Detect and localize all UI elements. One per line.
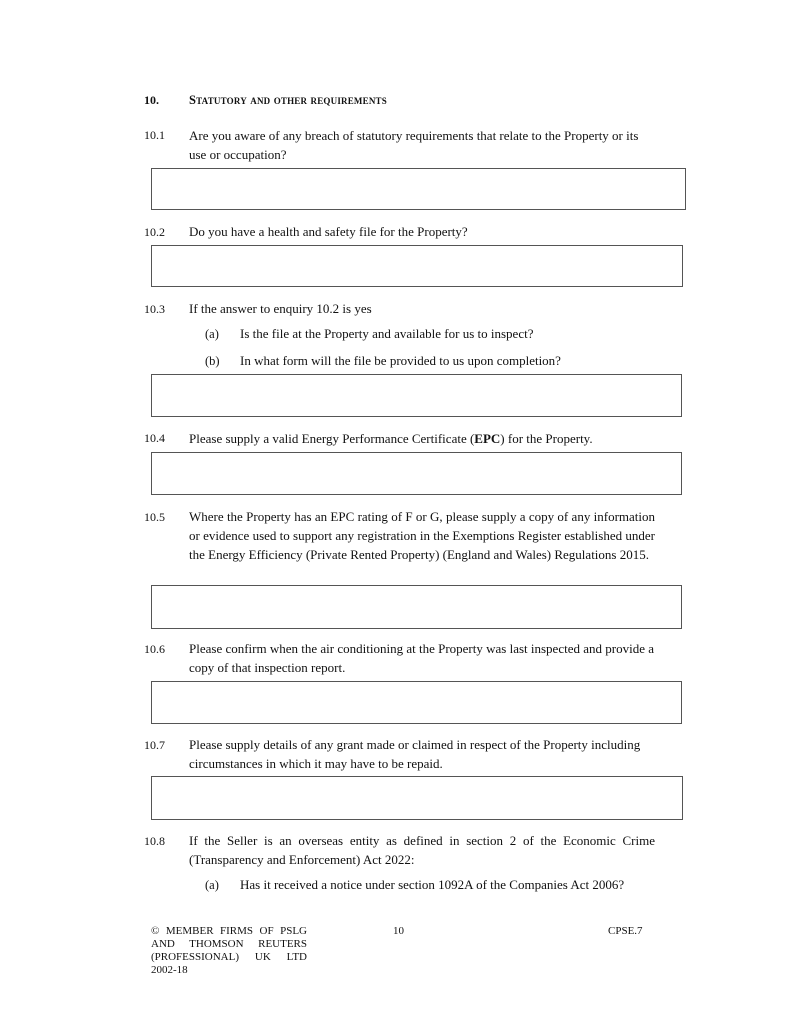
question-text-10-8: If the Seller is an overseas entity as defined in section 2 of the Economic Crime (Transparency and Enforcement) Act 2022:	[189, 833, 655, 867]
sub-letter-10-3-b: (b)	[205, 354, 220, 368]
question-number-10-5: 10.5	[144, 510, 165, 524]
sub-text-10-8-a: Has it received a notice under section 1092A of the Companies Act 2006?	[240, 877, 625, 892]
answer-box-10-5[interactable]	[151, 585, 682, 629]
question-text-10-4	[189, 429, 655, 448]
question-number-10-8: 10.8	[144, 834, 165, 848]
answer-box-10-3[interactable]	[151, 374, 682, 417]
question-text-10-5: Where the Property has an EPC rating of F or G, please supply a copy of any information or evidence used to support any registration in the Exemptions Register established under the Energy Efficiency (Private Rented Property) (England and Wales) Regulations 2015.	[189, 509, 655, 562]
sub-text-10-3-a: Is the file at the Property and available for us to inspect?	[240, 326, 534, 341]
footer-page-number: 10	[393, 925, 404, 937]
footer-reference: CPSE.7	[608, 925, 643, 937]
section-title: Statutory and other requirements	[189, 93, 387, 107]
answer-box-10-1[interactable]	[151, 168, 686, 210]
question-text-10-6: Please confirm when the air conditioning at the Property was last inspected and provide a copy of that inspection report.	[189, 641, 654, 675]
question-number-10-4: 10.4	[144, 431, 165, 445]
question-number-10-6: 10.6	[144, 642, 165, 656]
question-text-10-3: If the answer to enquiry 10.2 is yes	[189, 301, 372, 316]
question-text-10-4-after: ) for the Property.	[500, 431, 593, 446]
question-text-10-4-before: Please supply a valid Energy Performance Certificate (	[189, 431, 475, 446]
answer-box-10-4[interactable]	[151, 452, 682, 495]
answer-box-10-6[interactable]	[151, 681, 682, 724]
question-number-10-2: 10.2	[144, 225, 165, 239]
sub-letter-10-8-a: (a)	[205, 878, 219, 892]
sub-text-10-3-b: In what form will the file be provided to us upon completion?	[240, 353, 561, 368]
sub-letter-10-3-a: (a)	[205, 327, 219, 341]
question-text-10-2: Do you have a health and safety file for the Property?	[189, 224, 468, 239]
question-number-10-7: 10.7	[144, 738, 165, 752]
question-number-10-3: 10.3	[144, 302, 165, 316]
footer-copyright: © MEMBER FIRMS OF PSLG AND THOMSON REUTERS (PROFESSIONAL) UK LTD 2002-18	[151, 925, 307, 976]
question-text-10-7: Please supply details of any grant made or claimed in respect of the Property including circumstances in which it may have to be repaid.	[189, 737, 641, 771]
question-text-10-4-bold: EPC	[474, 431, 501, 446]
question-text-10-1: Are you aware of any breach of statutory requirements that relate to the Property or its use or occupation?	[189, 128, 639, 162]
section-number: 10.	[144, 93, 159, 107]
answer-box-10-2[interactable]	[151, 245, 683, 287]
question-number-10-1: 10.1	[144, 128, 165, 142]
answer-box-10-7[interactable]	[151, 776, 683, 820]
